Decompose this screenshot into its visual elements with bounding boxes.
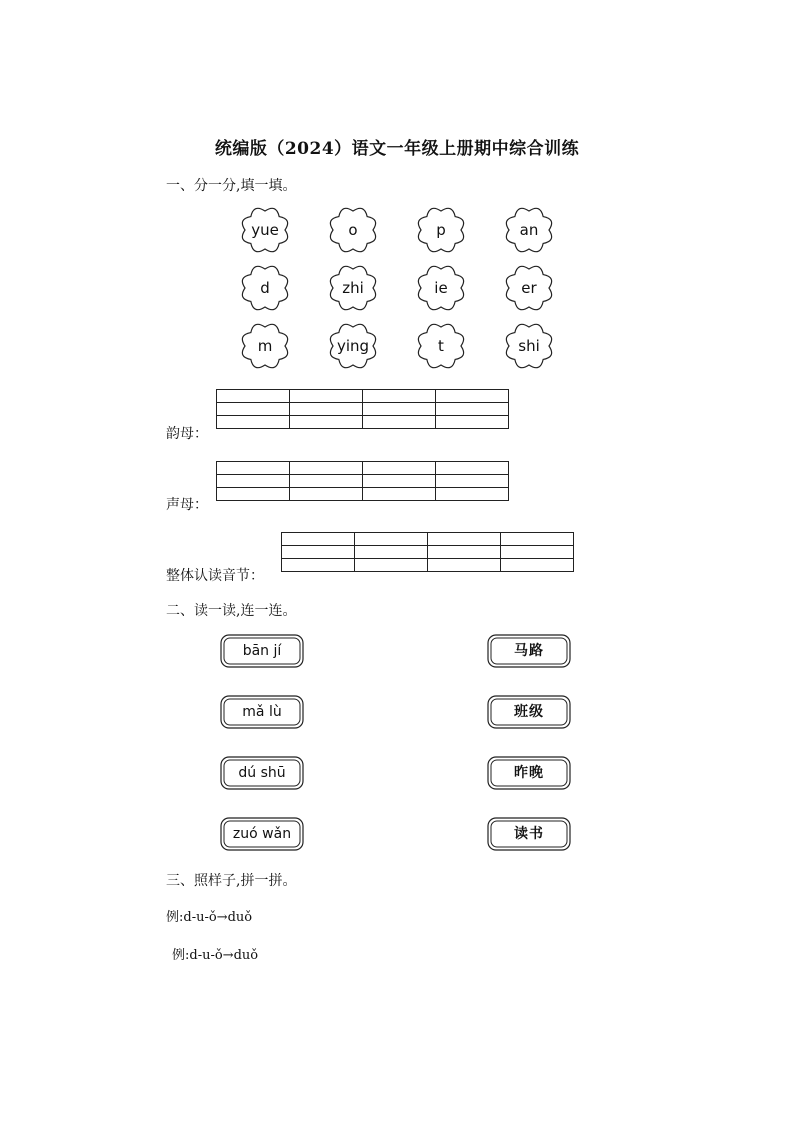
flower-card [239, 205, 291, 255]
answer-cell[interactable] [217, 488, 290, 501]
flower-syllable: d [260, 279, 270, 297]
answer-cell[interactable] [282, 546, 355, 559]
flower-syllable: p [436, 221, 446, 239]
answer-cell[interactable] [363, 390, 436, 403]
answer-cell[interactable] [436, 416, 509, 429]
section-1-heading: 一、分一分,填一填。 [166, 178, 297, 194]
flower-syllable: an [519, 221, 539, 239]
flower-syllable: t [438, 337, 444, 355]
answer-cell[interactable] [282, 559, 355, 572]
hanzi-card[interactable] [487, 817, 571, 851]
flower-card [415, 263, 467, 313]
answer-cell[interactable] [217, 416, 290, 429]
answer-cell[interactable] [436, 390, 509, 403]
hanzi-card[interactable] [487, 695, 571, 729]
flower-card [327, 205, 379, 255]
answer-cell[interactable] [501, 559, 574, 572]
section-2-heading: 二、读一读,连一连。 [166, 603, 297, 619]
yunmu-label: 韵母： [166, 426, 208, 442]
pinyin-text: dú shū [238, 765, 286, 781]
flower-card [415, 205, 467, 255]
answer-cell[interactable] [355, 533, 428, 546]
answer-cell[interactable] [282, 533, 355, 546]
pinyin-text: bān jí [242, 643, 282, 659]
hanzi-text: 读书 [514, 826, 544, 842]
answer-cell[interactable] [501, 546, 574, 559]
answer-cell[interactable] [363, 488, 436, 501]
answer-cell[interactable] [363, 462, 436, 475]
flower-syllable: ying [336, 337, 370, 355]
flower-syllable: er [521, 279, 537, 297]
answer-cell[interactable] [290, 390, 363, 403]
answer-cell[interactable] [290, 462, 363, 475]
answer-cell[interactable] [436, 475, 509, 488]
hanzi-text: 马路 [514, 643, 544, 659]
answer-cell[interactable] [355, 559, 428, 572]
flower-syllable: o [348, 221, 358, 239]
hanzi-text: 班级 [514, 704, 544, 720]
flower-card [327, 263, 379, 313]
zhengti-label: 整体认读音节： [166, 568, 264, 584]
pinyin-text: mǎ lù [242, 704, 282, 720]
flower-card [239, 263, 291, 313]
section-3-heading: 三、照样子,拼一拼。 [166, 873, 297, 889]
answer-cell[interactable] [290, 403, 363, 416]
flower-card [239, 321, 291, 371]
answer-cell[interactable] [436, 403, 509, 416]
answer-cell[interactable] [217, 475, 290, 488]
answer-cell[interactable] [428, 546, 501, 559]
flower-syllable: shi [518, 337, 540, 355]
answer-cell[interactable] [428, 533, 501, 546]
yunmu-answer-grid [216, 389, 509, 429]
answer-cell[interactable] [363, 403, 436, 416]
hanzi-card[interactable] [487, 756, 571, 790]
zhengti-answer-grid [281, 532, 574, 572]
flower-card [327, 321, 379, 371]
answer-cell[interactable] [290, 488, 363, 501]
flower-syllable: m [257, 337, 273, 355]
answer-cell[interactable] [436, 488, 509, 501]
answer-cell[interactable] [363, 475, 436, 488]
pinyin-card[interactable] [220, 756, 304, 790]
answer-cell[interactable] [217, 403, 290, 416]
pinyin-card[interactable] [220, 817, 304, 851]
example-line: 例:d-u-ǒ→duǒ [172, 948, 259, 963]
answer-cell[interactable] [436, 462, 509, 475]
hanzi-text: 昨晚 [514, 765, 544, 781]
answer-cell[interactable] [290, 475, 363, 488]
flower-card [503, 205, 555, 255]
flower-syllable: yue [251, 221, 279, 239]
answer-cell[interactable] [217, 390, 290, 403]
answer-cell[interactable] [363, 416, 436, 429]
shengmu-answer-grid [216, 461, 509, 501]
pinyin-card[interactable] [220, 634, 304, 668]
answer-cell[interactable] [217, 462, 290, 475]
answer-cell[interactable] [428, 559, 501, 572]
example-line: 例:d-u-ǒ→duǒ [166, 910, 253, 925]
shengmu-label: 声母： [166, 497, 208, 513]
page-title: 统编版（2024）语文一年级上册期中综合训练 [214, 139, 580, 159]
answer-cell[interactable] [501, 533, 574, 546]
hanzi-card[interactable] [487, 634, 571, 668]
pinyin-card[interactable] [220, 695, 304, 729]
flower-card [415, 321, 467, 371]
flower-syllable: zhi [342, 279, 364, 297]
flower-syllable: ie [434, 279, 448, 297]
flower-card [503, 321, 555, 371]
pinyin-text: zuó wǎn [232, 826, 292, 842]
answer-cell[interactable] [355, 546, 428, 559]
flower-card [503, 263, 555, 313]
answer-cell[interactable] [290, 416, 363, 429]
